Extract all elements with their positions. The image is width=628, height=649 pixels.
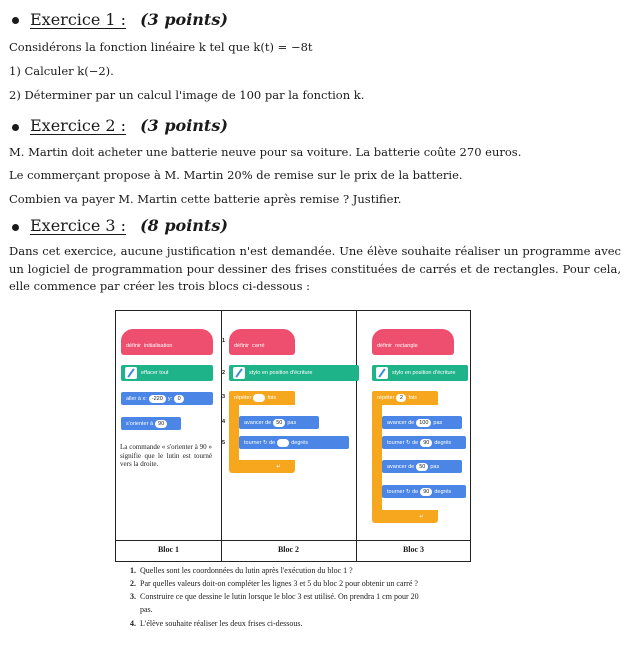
empty-slot (277, 439, 289, 447)
bloc-2-header: Bloc 2 (277, 545, 300, 554)
define-initialisation-block: définir initialisation (121, 329, 213, 355)
move-block: avancer de 100 pas (382, 416, 462, 429)
repeat-end (229, 460, 295, 473)
bullet (12, 17, 19, 24)
question-1: 1. Quelles sont les coordonnées du lutin après l'exécution du bloc 1 ? (130, 566, 353, 575)
exercise-3-title: Exercice 3 : (8 points) (30, 216, 228, 235)
question-3: 3. Construire ce que dessine le lutin lorsque le bloc 3 est utilisé. On prendra 1 cm pour 20 (130, 592, 419, 601)
repeat-arm (229, 404, 239, 462)
repeat-block: répéter fois (229, 391, 295, 405)
bloc-3-header: Bloc 3 (402, 545, 425, 554)
empty-slot (253, 394, 265, 402)
bullet (12, 124, 19, 131)
exercise-2-line-3: Combien va payer M. Martin cette batterie après remise ? Justifier. (9, 192, 402, 206)
pen-down-block: stylo en position d'écriture (229, 365, 359, 381)
turn-block: tourner ↻ de degrés (239, 436, 349, 449)
repeat-block: répéter 2 fois (372, 391, 438, 405)
exercise-1-question-2: 2) Déterminer par un calcul l'image de 100 par la fonction k. (9, 88, 365, 102)
turn-block: tourner ↻ de 90 degrés (382, 485, 466, 498)
move-block: avancer de 50 pas (382, 460, 462, 473)
define-carre-block: définir carré (229, 329, 295, 355)
loop-arrow-icon: ↵ (419, 513, 424, 520)
define-rectangle-block: définir rectangle (372, 329, 454, 355)
exercise-1-intro: Considérons la fonction linéaire k tel que k(t) = −8t (9, 40, 313, 54)
question-2: 2. Par quelles valeurs doit-on compléter les lignes 3 et 5 du bloc 2 pour obtenir un carré ? (130, 579, 418, 588)
repeat-arm (372, 404, 382, 514)
exercise-1-title: Exercice 1 : (3 points) (30, 10, 228, 29)
orientation-note: La commande « s'orienter à 90 » signifie que le lutin est tourné vers la droite. (120, 443, 212, 469)
line-number: 3 (222, 394, 226, 400)
line-number: 5 (222, 440, 226, 446)
repeat-end (372, 510, 438, 523)
question-4: 4. L'élève souhaite réaliser les deux frises ci-dessous. (130, 619, 303, 628)
pen-icon (233, 367, 245, 379)
line-number: 2 (222, 370, 226, 376)
turn-right-icon: ↻ (262, 439, 268, 446)
bullet (12, 224, 19, 231)
turn-right-icon: ↻ (405, 488, 411, 495)
loop-arrow-icon: ↵ (276, 463, 281, 470)
exercise-2-title: Exercice 2 : (3 points) (30, 116, 228, 135)
exercise-3-paragraph: Dans cet exercice, aucune justification n'est demandée. Une élève souhaite réaliser un programme avec un logiciel de programmation pour dessiner des frises constituées de carrés et de rectangles. Pour cela, elle commence par créer les trois blocs ci-dessous : (9, 244, 621, 293)
line-number: 4 (222, 419, 226, 425)
line-number: 1 (222, 338, 226, 344)
turn-right-icon: ↻ (405, 439, 411, 446)
pen-down-block: stylo en position d'écriture (372, 365, 468, 381)
turn-block: tourner ↻ de 90 degrés (382, 436, 466, 449)
bloc-1-header: Bloc 1 (157, 545, 180, 554)
erase-all-block: effacer tout (121, 365, 213, 381)
pen-icon (376, 367, 388, 379)
exercise-2-line-2: Le commerçant propose à M. Martin 20% de remise sur le prix de la batterie. (9, 168, 463, 182)
exercise-2-line-1: M. Martin doit acheter une batterie neuve pour sa voiture. La batterie coûte 270 euros. (9, 145, 522, 159)
point-direction-block: s'orienter à 90 (121, 417, 181, 430)
question-3-continued: pas. (140, 605, 153, 614)
pen-icon (125, 367, 137, 379)
goto-xy-block: aller à x: -220 y: 0 (121, 392, 213, 405)
move-block: avancer de 50 pas (239, 416, 319, 429)
exercise-1-question-1: 1) Calculer k(−2). (9, 64, 114, 78)
